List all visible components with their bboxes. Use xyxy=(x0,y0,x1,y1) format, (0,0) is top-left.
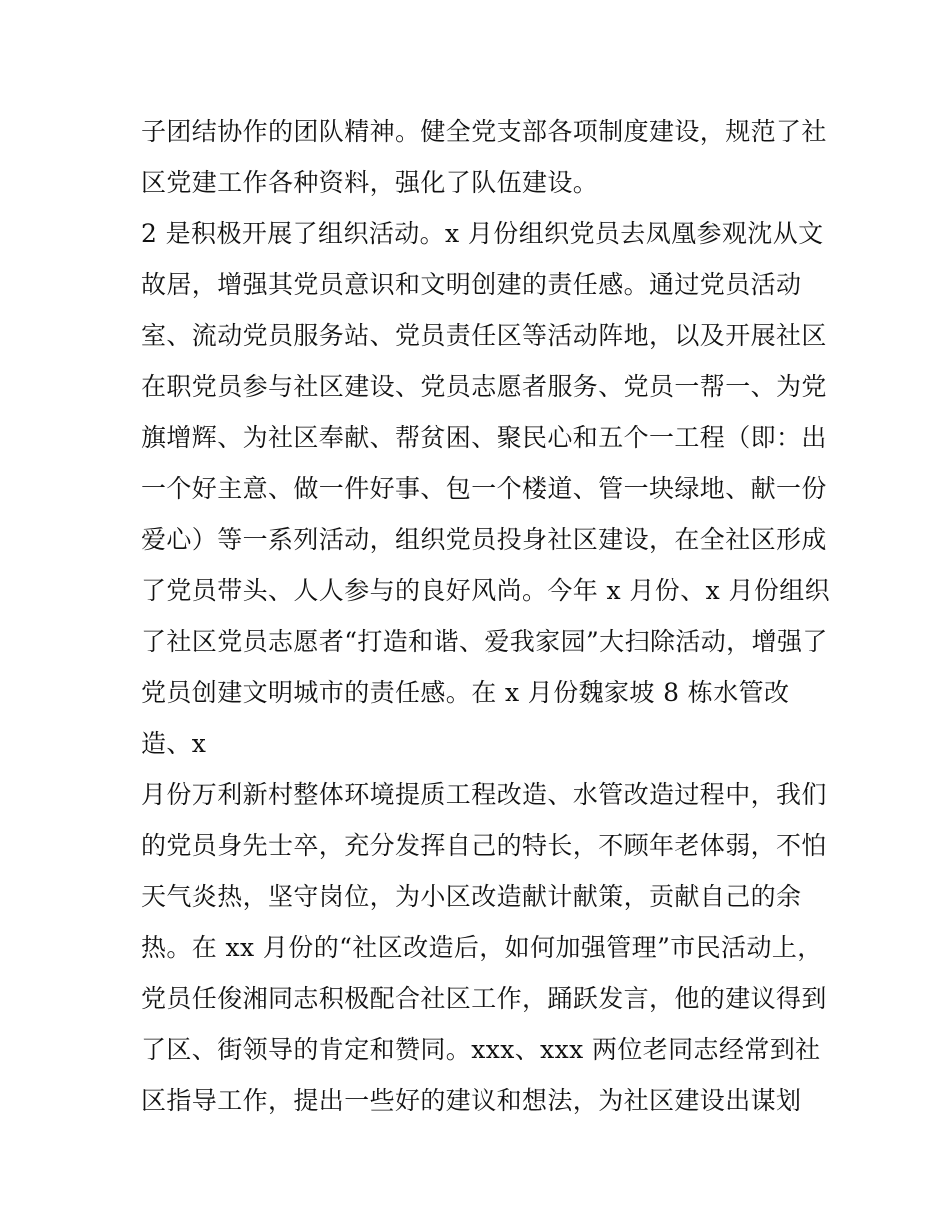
text-line: 旗增辉、为社区奉献、帮贫困、聚民心和五个一工程（即：出 xyxy=(141,423,827,452)
text-line: 月份万利新村整体环境提质工程改造、水管改造过程中，我们 xyxy=(141,780,827,809)
text-line: 天气炎热，坚守岗位，为小区改造献计献策，贡献自己的余 xyxy=(141,882,802,911)
body-text xyxy=(141,106,831,1126)
text-line: 区党建工作各种资料，强化了队伍建设。 xyxy=(141,168,599,197)
text-line: 2 是积极开展了组织活动。x 月份组织党员去凤凰参观沈从文 xyxy=(141,219,824,248)
text-line: 造、x xyxy=(141,729,207,758)
text-line: 爱心）等一系列活动，组织党员投身社区建设，在全社区形成 xyxy=(141,525,827,554)
text-line: 了党员带头、人人参与的良好风尚。今年 x 月份、x 月份组织 xyxy=(141,576,831,605)
text-line: 党员任俊湘同志积极配合社区工作，踊跃发言，他的建议得到 xyxy=(141,984,827,1013)
text-line: 了区、街领导的肯定和赞同。xxx、xxx 两位老同志经常到社 xyxy=(141,1035,821,1064)
text-line: 在职党员参与社区建设、党员志愿者服务、党员一帮一、为党 xyxy=(141,372,827,401)
text-line: 室、流动党员服务站、党员责任区等活动阵地，以及开展社区 xyxy=(141,321,827,350)
text-line: 的党员身先士卒，充分发挥自己的特长，不顾年老体弱，不怕 xyxy=(141,831,827,860)
text-line: 了社区党员志愿者“打造和谐、爱我家园”大扫除活动，增强了 xyxy=(141,627,828,656)
text-line: 党员创建文明城市的责任感。在 x 月份魏家坡 8 栋水管改 xyxy=(141,678,790,707)
text-line: 热。在 xx 月份的“社区改造后，如何加强管理”市民活动上， xyxy=(141,933,823,962)
text-line: 区指导工作，提出一些好的建议和想法，为社区建设出谋划 xyxy=(141,1086,802,1115)
text-line: 子团结协作的团队精神。健全党支部各项制度建设，规范了社 xyxy=(141,117,827,146)
text-line: 故居，增强其党员意识和文明创建的责任感。通过党员活动 xyxy=(141,270,802,299)
text-line: 一个好主意、做一件好事、包一个楼道、管一块绿地、献一份 xyxy=(141,474,827,503)
